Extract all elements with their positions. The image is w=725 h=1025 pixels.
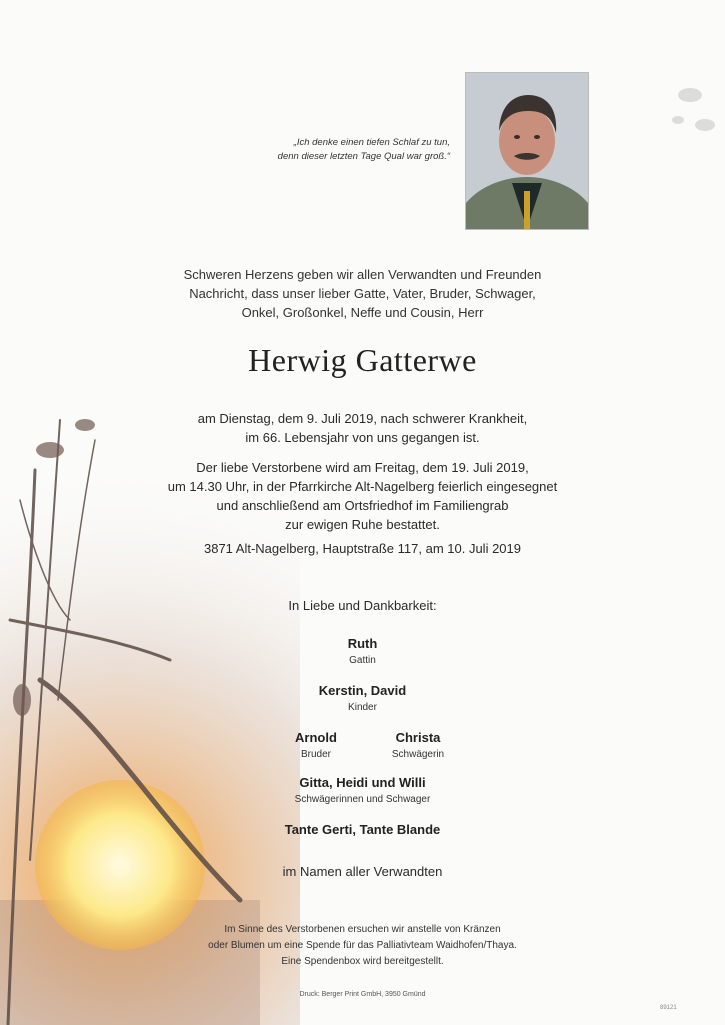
quote-line-2: denn dieser letzten Tage Qual war groß.“	[277, 151, 450, 162]
deceased-name: Herwig Gatterwe	[248, 342, 477, 378]
family-relation: Gattin	[349, 655, 376, 666]
family-relation: Schwägerinnen und Schwager	[294, 794, 431, 805]
intro-text	[0, 265, 725, 322]
printer-credit: Druck: Berger Print GmbH, 3950 Gmünd	[299, 991, 426, 998]
death-line-2: im 66. Lebensjahr von uns gegangen ist.	[245, 430, 480, 445]
funeral-notice	[0, 458, 725, 534]
love-line: In Liebe und Dankbarkeit:	[288, 598, 437, 613]
family-tante	[0, 822, 725, 837]
family-name: Arnold	[295, 730, 337, 745]
death-notice	[0, 409, 725, 447]
family-relation: Schwägerin	[391, 749, 445, 760]
family-name: Gitta, Heidi und Willi	[299, 775, 426, 790]
funeral-line-4: zur ewigen Ruhe bestattet.	[285, 517, 440, 532]
portrait-illustration	[466, 73, 588, 229]
portrait-photo	[465, 72, 589, 230]
donation-line-1: Im Sinne des Verstorbenen ersuchen wir anstelle von Kränzen	[224, 924, 501, 935]
family-name: Ruth	[347, 636, 378, 651]
quote-line-1: „Ich denke einen tiefen Schlaf zu tun,	[293, 137, 450, 148]
intro-line-2: Nachricht, dass unser lieber Gatte, Vater, Bruder, Schwager,	[189, 286, 536, 301]
intro-line-3: Onkel, Großonkel, Neffe und Cousin, Herr	[241, 305, 484, 320]
quote	[230, 136, 450, 164]
family-relation: Bruder	[300, 749, 331, 760]
place-date: 3871 Alt-Nagelberg, Hauptstraße 117, am 10. Juli 2019	[203, 541, 521, 556]
family-name: Tante Gerti, Tante Blande	[284, 822, 441, 837]
donation-line-2: oder Blumen um eine Spende für das Palliativteam Waidhofen/Thaya.	[208, 940, 517, 951]
family-relation: Kinder	[348, 702, 377, 713]
top-right-flower	[672, 88, 715, 131]
family-kinder	[0, 683, 725, 713]
death-line-1: am Dienstag, dem 9. Juli 2019, nach schwerer Krankheit,	[197, 411, 528, 426]
funeral-line-1: Der liebe Verstorbene wird am Freitag, dem 19. Juli 2019,	[196, 460, 529, 475]
donation-line-3: Eine Spendenbox wird bereitgestellt.	[281, 956, 444, 967]
intro-line-1: Schweren Herzens geben wir allen Verwandten und Freunden	[183, 267, 542, 282]
funeral-line-3: und anschließend am Ortsfriedhof im Familiengrab	[216, 498, 509, 513]
funeral-line-2: um 14.30 Uhr, in der Pfarrkirche Alt-Nagelberg feierlich eingesegnet	[167, 479, 558, 494]
donation-note	[0, 922, 725, 970]
family-ruth	[0, 636, 725, 666]
family-name: Christa	[395, 730, 441, 745]
family-name: Kerstin, David	[318, 683, 407, 698]
family-christa	[358, 730, 478, 760]
all-relatives-line: im Namen aller Verwandten	[282, 864, 443, 879]
family-gitta	[0, 775, 725, 805]
document-code: 89121	[660, 1005, 677, 1011]
